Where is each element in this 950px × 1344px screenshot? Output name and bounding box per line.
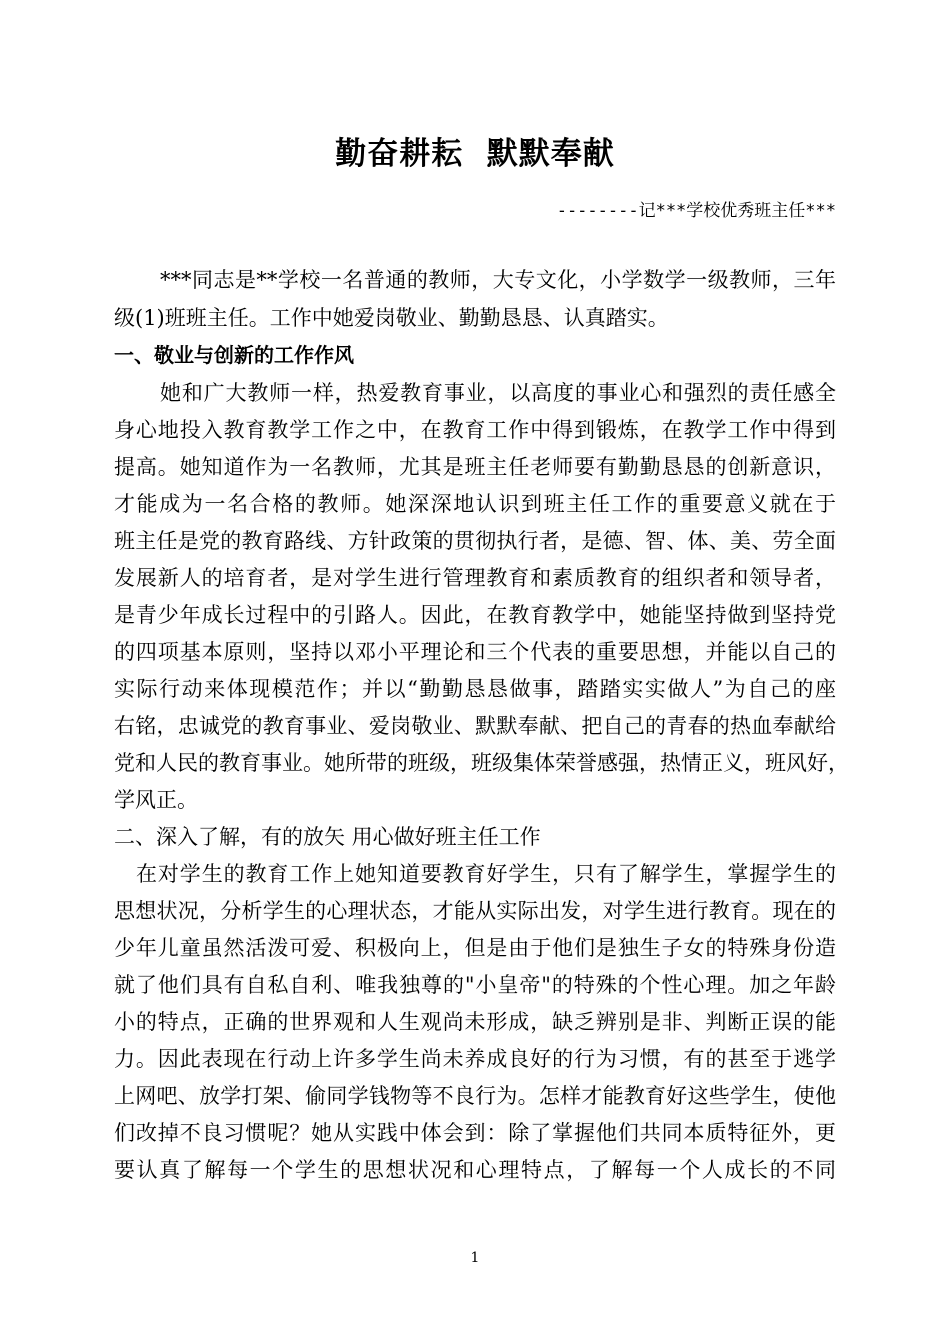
text-line: 右铭，忠诚党的教育事业、爱岗敬业、默默奉献、把自己的青春的热血奉献给 — [114, 714, 836, 738]
text-line: 上网吧、放学打架、偷同学钱物等不良行为。怎样才能教育好这些学生，使他 — [114, 1084, 836, 1108]
text-line: ***同志是**学校一名普通的教师，大专文化，小学数学一级教师，三年 — [160, 268, 836, 292]
section-heading: 一、敬业与创新的工作作风 — [114, 343, 354, 367]
text-line: 就了他们具有自私自利、唯我独尊的"小皇帝"的特殊的个性心理。加之年龄 — [114, 973, 836, 997]
text-line: 力。因此表现在行动上许多学生尚未养成良好的行为习惯，有的甚至于逃学 — [114, 1047, 836, 1071]
document-subtitle: --------记***学校优秀班主任*** — [556, 201, 836, 221]
section-heading: 二、深入了解，有的放矢 用心做好班主任工作 — [114, 825, 541, 849]
document-title: 勤奋耕耘 默默奉献 — [335, 136, 615, 172]
text-line: 实际行动来体现模范作；并以“勤勤恳恳做事，踏踏实实做人”为自己的座 — [114, 677, 836, 701]
text-line: 要认真了解每一个学生的思想状况和心理特点，了解每一个人成长的不同 — [114, 1158, 836, 1182]
text-line: 级(1)班班主任。工作中她爱岗敬业、勤勤恳恳、认真踏实。 — [114, 306, 669, 330]
text-line: 她和广大教师一样，热爱教育事业，以高度的事业心和强烈的责任感全 — [160, 381, 836, 405]
text-line: 小的特点，正确的世界观和人生观尚未形成，缺乏辨别是非、判断正误的能 — [114, 1010, 836, 1034]
text-line: 的四项基本原则，坚持以邓小平理论和三个代表的重要思想，并能以自己的 — [114, 640, 836, 664]
page-number: 1 — [470, 1250, 480, 1266]
text-line: 们改掉不良习惯呢？她从实践中体会到：除了掌握他们共同本质特征外，更 — [114, 1121, 836, 1145]
text-line: 身心地投入教育教学工作之中，在教育工作中得到锻炼，在教学工作中得到 — [114, 418, 836, 442]
text-line: 在对学生的教育工作上她知道要教育好学生，只有了解学生，掌握学生的 — [136, 862, 836, 886]
text-line: 思想状况，分析学生的心理状态，才能从实际出发，对学生进行教育。现在的 — [114, 899, 836, 923]
text-line: 少年儿童虽然活泼可爱、积极向上，但是由于他们是独生子女的特殊身份造 — [114, 936, 836, 960]
text-line: 党和人民的教育事业。她所带的班级，班级集体荣誉感强，热情正义，班风好， — [114, 751, 849, 775]
text-line: 发展新人的培育者，是对学生进行管理教育和素质教育的组织者和领导者， — [114, 566, 836, 590]
text-line: 学风正。 — [114, 788, 198, 812]
text-line: 是青少年成长过程中的引路人。因此，在教育教学中，她能坚持做到坚持党 — [114, 603, 836, 627]
text-line: 提高。她知道作为一名教师，尤其是班主任老师要有勤勤恳恳的创新意识， — [114, 455, 836, 479]
text-line: 才能成为一名合格的教师。她深深地认识到班主任工作的重要意义就在于 — [114, 492, 836, 516]
text-line: 班主任是党的教育路线、方针政策的贯彻执行者，是德、智、体、美、劳全面 — [114, 529, 836, 553]
